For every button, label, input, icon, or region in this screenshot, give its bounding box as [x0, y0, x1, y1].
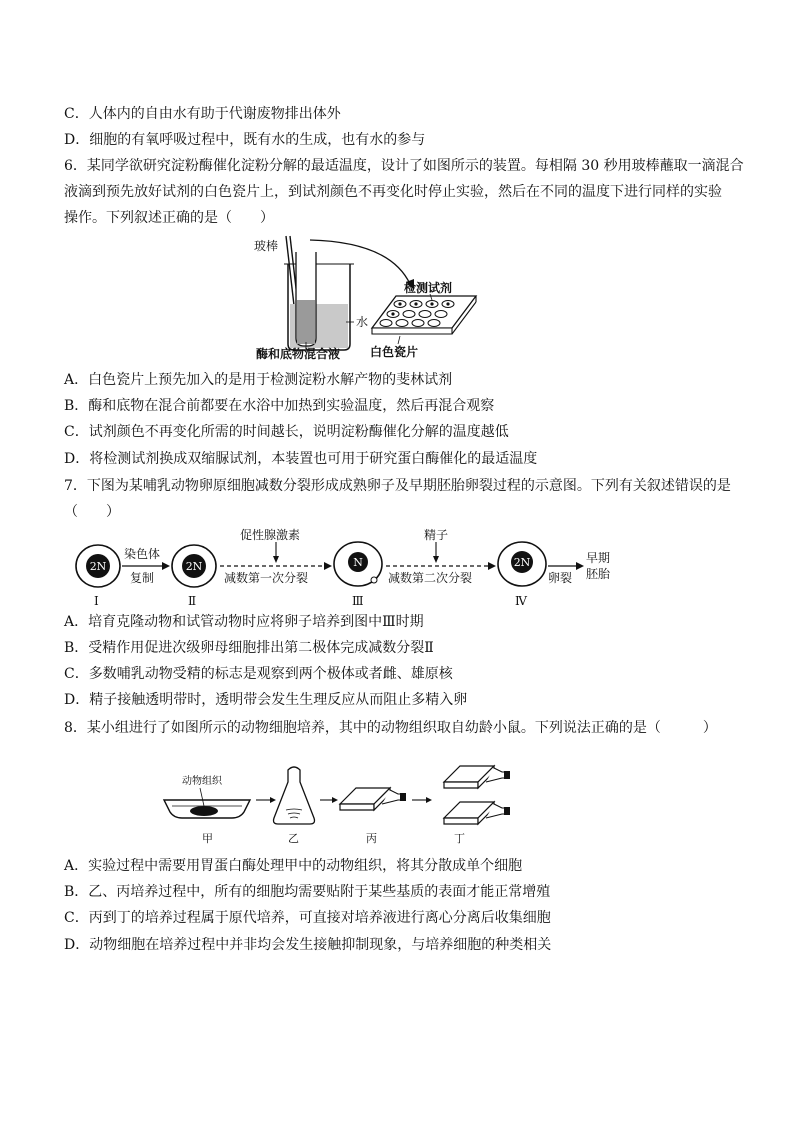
cell-iv-label: 2N: [513, 556, 531, 569]
cell-ii-label: 2N: [185, 560, 203, 573]
q8-option-c: C．丙到丁的培养过程属于原代培养，可直接对培养液进行离心分离后收集细胞: [64, 910, 551, 926]
q6-option-b: B．酶和底物在混合前都要在水浴中加热到实验温度，然后再混合观察: [64, 398, 495, 414]
label-embryo-1: 早期: [586, 551, 611, 565]
label-jia: 甲: [202, 832, 213, 845]
cell-iii-label: N: [353, 556, 363, 569]
q6-stem-line-3: 操作。下列叙述正确的是（ ）: [64, 210, 274, 226]
roman-i: Ⅰ: [94, 594, 99, 608]
q6-stem-line-2: 液滴到预先放好试剂的白色瓷片上，到试剂颜色不再变化时停止实验，然后在不同的温度下进行同样的实验: [64, 184, 722, 200]
q6-option-c: C．试剂颜色不再变化所需的时间越长，说明淀粉酶催化分解的温度越低: [64, 424, 509, 440]
step-chromosome: 染色体: [124, 547, 161, 561]
label-cleavage: 卵裂: [548, 571, 573, 585]
q5-option-d: D．细胞的有氧呼吸过程中，既有水的生成，也有水的参与: [64, 132, 426, 148]
label-tissue: 动物组织: [182, 776, 222, 787]
q7-option-b: B．受精作用促进次级卵母细胞排出第二极体完成减数分裂Ⅱ: [64, 640, 434, 656]
label-plate: 白色瓷片: [370, 345, 419, 359]
q8-option-b: B．乙、丙培养过程中，所有的细胞均需要贴附于某些基质的表面才能正常增殖: [64, 884, 551, 900]
q7-stem-line-2: （ ）: [64, 504, 120, 520]
label-meiosis-1: 减数第一次分裂: [224, 571, 309, 585]
cell-i-label: 2N: [89, 560, 107, 573]
label-ding: 丁: [454, 832, 465, 845]
label-embryo-2: 胚胎: [586, 567, 611, 581]
q7-meiosis-figure: [64, 522, 624, 608]
label-bing: 丙: [366, 832, 377, 845]
q7-option-c: C．多数哺乳动物受精的标志是观察到两个极体或者雌、雄原核: [64, 666, 453, 682]
label-hormone: 促性腺激素: [240, 528, 301, 542]
label-rod: 玻棒: [254, 239, 279, 253]
q6-option-a: A．白色瓷片上预先加入的是用于检测淀粉水解产物的斐林试剂: [64, 372, 453, 388]
q6-apparatus-figure: [250, 232, 480, 362]
tissue-piece: [190, 806, 218, 816]
transfer-arrow: [310, 240, 410, 284]
roman-iv: Ⅳ: [515, 594, 527, 608]
label-yi: 乙: [288, 832, 299, 845]
q6-stem-line-1: 6．某同学欲研究淀粉酶催化淀粉分解的最适温度，设计了如图所示的装置。每相隔 30 秒用玻棒蘸取一滴混合: [64, 158, 744, 174]
step-replication: 复制: [130, 571, 155, 585]
q8-stem: 8．某小组进行了如图所示的动物细胞培养，其中的动物组织取自幼龄小鼠。下列说法正确的是（ ）: [64, 720, 717, 736]
q7-option-d: D．精子接触透明带时，透明带会发生生理反应从而阻止多精入卵: [64, 692, 468, 708]
q8-culture-figure: [160, 760, 520, 850]
roman-iii: Ⅲ: [352, 594, 364, 608]
q7-option-a: A．培育克隆动物和试管动物时应将卵子培养到图中Ⅲ时期: [64, 614, 424, 630]
q6-option-d: D．将检测试剂换成双缩脲试剂，本装置也可用于研究蛋白酶催化的最适温度: [64, 451, 538, 467]
label-sperm: 精子: [424, 528, 449, 542]
q7-stem-line-1: 7．下图为某哺乳动物卵原细胞减数分裂形成成熟卵子及早期胚胎卵裂过程的示意图。下列有关叙述错误的是: [64, 478, 731, 494]
label-reagent: 检测试剂: [404, 281, 453, 295]
label-water: 水: [356, 315, 369, 329]
q8-option-d: D．动物细胞在培养过程中并非均会发生接触抑制现象，与培养细胞的种类相关: [64, 937, 552, 953]
bottle-ding-bottom: [444, 802, 510, 824]
q5-option-c: C．人体内的自由水有助于代谢废物排出体外: [64, 106, 341, 122]
q8-option-a: A．实验过程中需要用胃蛋白酶处理甲中的动物组织，将其分散成单个细胞: [64, 858, 523, 874]
flask-yi: [274, 767, 315, 824]
roman-ii: Ⅱ: [188, 594, 197, 608]
label-mixture: 酶和底物混合液: [256, 347, 341, 361]
label-meiosis-2: 减数第二次分裂: [388, 571, 473, 585]
bottle-ding-top: [444, 766, 510, 788]
